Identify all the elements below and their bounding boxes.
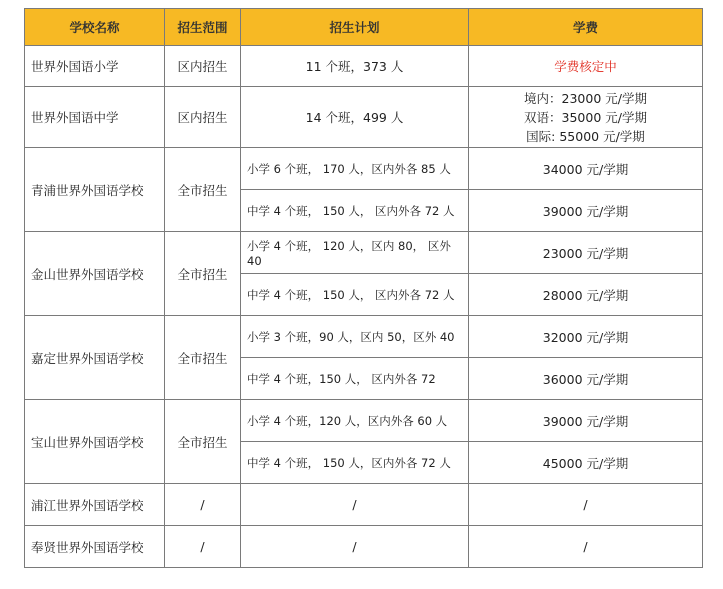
fee-line: 双语：35000 元/学期 [524,109,647,125]
header-scope: 招生范围 [165,9,241,46]
enroll-plan-middle: 中学 4 个班， 150 人， 区内外各 72 人 [241,274,469,316]
fee-cell [469,87,703,148]
enroll-plan-primary: 小学 4 个班， 120 人，区内 80， 区外 40 [241,232,469,274]
fee-primary: 23000 元/学期 [469,232,703,274]
school-name: 嘉定世界外国语学校 [25,316,165,400]
table-row [25,232,703,274]
fee-cell: / [469,526,703,568]
table-header-row [25,9,703,46]
table-row [25,484,703,526]
tuition-table [24,8,703,568]
fee-middle: 36000 元/学期 [469,358,703,400]
school-name: 浦江世界外国语学校 [25,484,165,526]
header-school: 学校名称 [25,9,165,46]
fee-primary: 39000 元/学期 [469,400,703,442]
table-row [25,148,703,190]
enroll-plan: 11 个班，373 人 [241,46,469,87]
school-name: 世界外国语中学 [25,87,165,148]
school-name: 金山世界外国语学校 [25,232,165,316]
fee-middle: 39000 元/学期 [469,190,703,232]
fee-middle: 45000 元/学期 [469,442,703,484]
table-row [25,400,703,442]
school-name: 世界外国语小学 [25,46,165,87]
fee-primary: 32000 元/学期 [469,316,703,358]
enroll-plan-middle: 中学 4 个班， 150 人， 区内外各 72 人 [241,190,469,232]
enroll-scope: / [165,526,241,568]
header-plan: 招生计划 [241,9,469,46]
enroll-scope: / [165,484,241,526]
enroll-scope: 全市招生 [165,316,241,400]
table-row [25,316,703,358]
enroll-scope: 区内招生 [165,87,241,148]
fee-status: 学费核定中 [469,46,703,87]
fee-cell: / [469,484,703,526]
school-name: 宝山世界外国语学校 [25,400,165,484]
enroll-plan: 14 个班，499 人 [241,87,469,148]
enroll-plan-primary: 小学 3 个班，90 人，区内 50，区外 40 [241,316,469,358]
fee-primary: 34000 元/学期 [469,148,703,190]
fee-line: 境内：23000 元/学期 [524,90,647,106]
enroll-scope: 全市招生 [165,400,241,484]
enroll-plan-middle: 中学 4 个班， 150 人，区内外各 72 人 [241,442,469,484]
table-row [25,526,703,568]
header-fee: 学费 [469,9,703,46]
enroll-plan: / [241,484,469,526]
enroll-scope: 全市招生 [165,232,241,316]
fee-middle: 28000 元/学期 [469,274,703,316]
fee-line: 国际: 55000 元/学期 [526,128,645,144]
enroll-plan-primary: 小学 4 个班，120 人，区内外各 60 人 [241,400,469,442]
enroll-plan-middle: 中学 4 个班，150 人， 区内外各 72 [241,358,469,400]
table-row [25,87,703,148]
table-row [25,46,703,87]
school-name: 奉贤世界外国语学校 [25,526,165,568]
enroll-plan: / [241,526,469,568]
enroll-plan-primary: 小学 6 个班， 170 人，区内外各 85 人 [241,148,469,190]
school-name: 青浦世界外国语学校 [25,148,165,232]
enroll-scope: 区内招生 [165,46,241,87]
enroll-scope: 全市招生 [165,148,241,232]
